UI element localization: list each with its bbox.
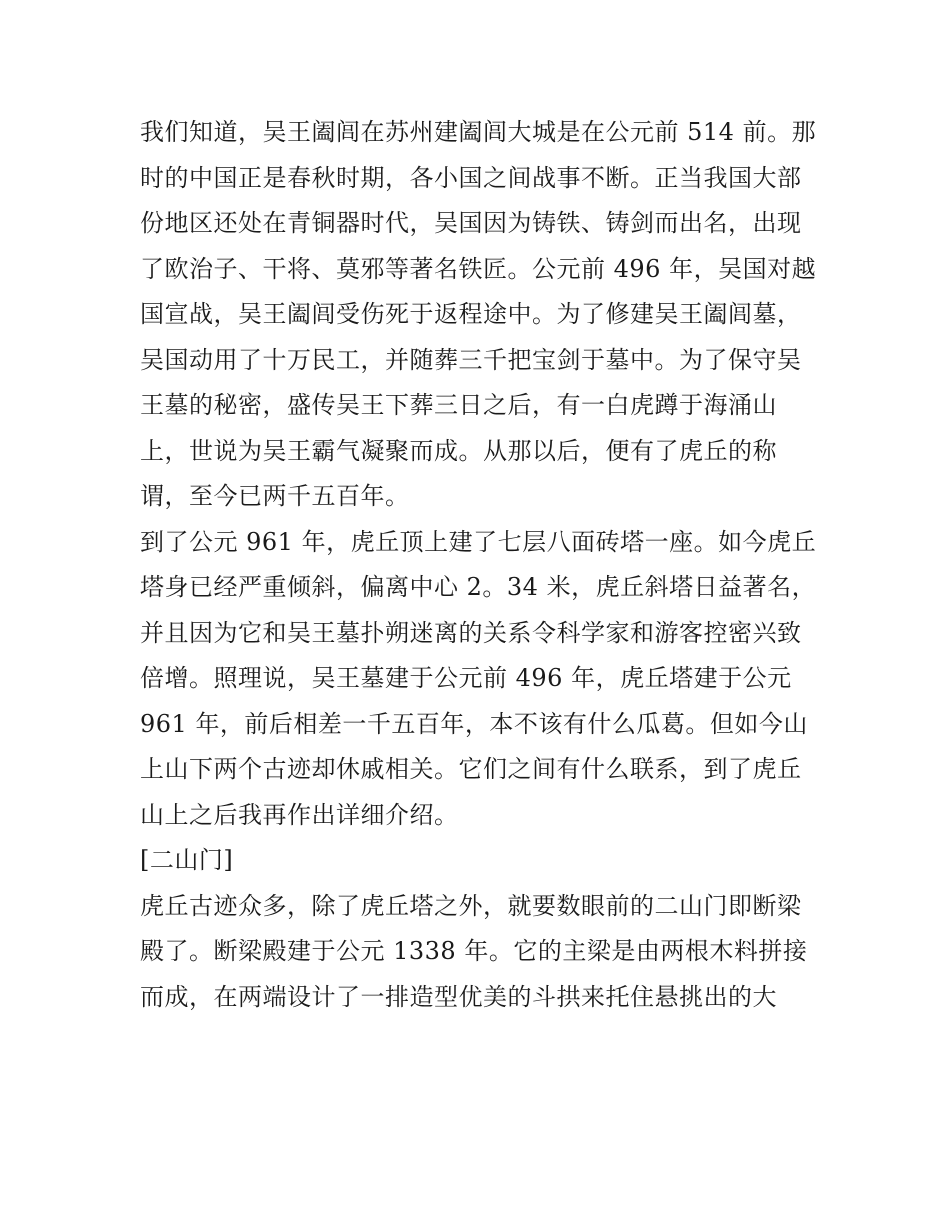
text-line-6: 吴国动用了十万民工，并随葬三千把宝剑于墓中。为了保守吴 xyxy=(140,345,802,374)
text-line-14: 961 年，前后相差一千五百年，本不该有什么瓜葛。但如今山 xyxy=(140,709,808,738)
text-line-12: 并且因为它和吴王墓扑朔迷离的关系令科学家和游客控密兴致 xyxy=(140,618,802,647)
text-line-18: 虎丘古迹众多，除了虎丘塔之外，就要数眼前的二山门即断梁 xyxy=(140,891,802,920)
text-line-5: 国宣战，吴王阖闾受伤死于返程途中。为了修建吴王阖闾墓， xyxy=(140,300,802,328)
text-line-15: 上山下两个古迹却休戚相关。它们之间有什么联系，到了虎丘 xyxy=(140,755,802,783)
text-line-7: 王墓的秘密，盛传吴王下葬三日之后，有一白虎蹲于海涌山 xyxy=(140,391,777,419)
text-line-20: 而成，在两端设计了一排造型优美的斗拱来托住悬挑出的大 xyxy=(140,982,777,1011)
text-line-13: 倍增。照理说，吴王墓建于公元前 496 年，虎丘塔建于公元 xyxy=(140,664,792,692)
text-line-3: 份地区还处在青铜器时代，吴国因为铸铁、铸剑而出名，出现 xyxy=(140,209,802,237)
text-line-1: 我们知道，吴王阖闾在苏州建阖闾大城是在公元前 514 前。那 xyxy=(140,118,817,146)
section-heading: [二山门] xyxy=(140,846,234,874)
text-line-2: 时的中国正是春秋时期，各小国之间战事不断。正当我国大部 xyxy=(140,163,802,192)
text-line-10: 到了公元 961 年，虎丘顶上建了七层八面砖塔一座。如今虎丘 xyxy=(140,527,817,556)
text-line-16: 山上之后我再作出详细介绍。 xyxy=(140,800,459,829)
text-line-8: 上，世说为吴王霸气凝聚而成。从那以后，便有了虎丘的称 xyxy=(140,436,777,465)
text-line-11: 塔身已经严重倾斜，偏离中心 2。34 米，虎丘斜塔日益著名， xyxy=(140,573,817,601)
text-line-19: 殿了。断梁殿建于公元 1338 年。它的主梁是由两根木料拼接 xyxy=(140,937,808,965)
text-line-9: 谓，至今已两千五百年。 xyxy=(140,482,410,510)
text-line-4: 了欧治子、干将、莫邪等著名铁匠。公元前 496 年，吴国对越 xyxy=(140,254,817,283)
document-page xyxy=(140,110,820,1020)
